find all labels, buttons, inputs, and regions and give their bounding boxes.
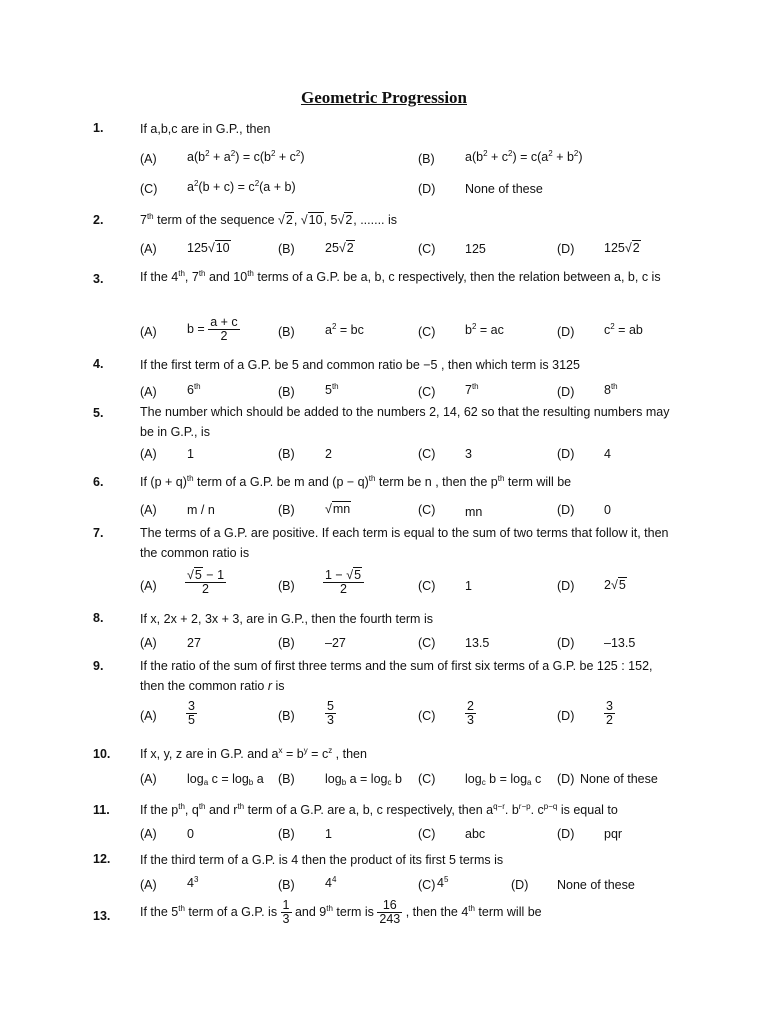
option-text: $a(b^2 + c^2) = c(a^2 + b^2)$: [465, 149, 583, 164]
option-text: 25√2: [325, 241, 354, 255]
option-label: (D): [557, 325, 575, 339]
question-number: 2.: [93, 213, 104, 227]
option-label: (A): [140, 385, 157, 399]
question-number: 1.: [93, 121, 104, 135]
option-text: mn: [465, 505, 483, 519]
option-text: $\log_c b = \log_a c$: [465, 772, 542, 787]
question-text: If the third term of a G.P. is 4 then the product of its first 5 terms is: [140, 853, 504, 867]
question-number: 11.: [93, 803, 110, 817]
question-number: 6.: [93, 475, 104, 489]
option-label: (C): [418, 385, 436, 399]
question-number: 8.: [93, 611, 104, 625]
option-text: 1: [465, 579, 472, 593]
option-text: 4: [604, 447, 611, 461]
option-text: 125√2: [604, 241, 640, 255]
option-text: $\frac{3}{5}$: [188, 699, 195, 727]
option-text: $c^2$ = ab: [604, 322, 643, 337]
option-text: 3: [465, 447, 472, 461]
question-number: 13.: [93, 909, 111, 923]
option-label: (D): [511, 878, 529, 892]
option-label: (B): [278, 242, 295, 256]
option-label: (B): [278, 325, 295, 339]
question-text: If the first term of a G.P. be 5 and common ratio be −5 , then which term is 3125: [140, 358, 580, 372]
option-text: $4^3$: [187, 875, 199, 890]
option-text: 1: [325, 827, 332, 841]
question-text: If x, 2x + 2, 3x + 3, are in G.P., then the fourth term is: [140, 612, 433, 626]
option-text: $\frac{√5 - 1}{2}$: [187, 568, 225, 596]
option-label: (A): [140, 447, 157, 461]
option-text: 2: [325, 447, 332, 461]
option-label: (B): [278, 709, 295, 723]
option-text: $\log_b a = \log_c b$: [325, 772, 402, 787]
option-text: None of these: [465, 182, 543, 196]
option-label: (A): [140, 242, 157, 256]
option-label: (D): [557, 772, 575, 786]
option-text: $a(b^2 + a^2) = c(b^2 + c^2)$: [187, 149, 305, 164]
option-text: –13.5: [604, 636, 636, 650]
option-label: (C): [418, 772, 436, 786]
option-text: pqr: [604, 827, 623, 841]
page-title: Geometric Progression: [300, 88, 467, 107]
option-label: (A): [140, 772, 157, 786]
option-label: (C): [418, 503, 436, 517]
option-text: $b^2$ = ac: [465, 322, 504, 337]
option-text: 125√10: [187, 241, 230, 255]
option-text: 0: [187, 827, 194, 841]
option-text: 5th: [325, 382, 339, 397]
option-text: $\frac{5}{3}$: [327, 699, 334, 727]
option-label: (B): [278, 503, 295, 517]
question-number: 7.: [93, 526, 104, 540]
option-text: abc: [465, 827, 486, 841]
question-text: If the 4th, 7th and 10th terms of a G.P. be a, b, c respectively, then the relation between a, b, c is: [140, 269, 661, 284]
option-text: $\frac{2}{3}$: [467, 699, 474, 727]
option-text: m / n: [187, 503, 215, 517]
option-text: $4^5$: [437, 875, 449, 890]
option-label: (C): [418, 709, 436, 723]
option-label: (D): [557, 242, 575, 256]
option-label: (D): [557, 503, 575, 517]
option-text: 0: [604, 503, 611, 517]
option-label: (C): [140, 182, 158, 196]
option-label: (D): [557, 636, 575, 650]
option-label: (A): [140, 878, 157, 892]
option-text: 1: [187, 447, 194, 461]
option-label: (D): [557, 385, 575, 399]
option-text: $\frac{3}{2}$: [606, 699, 613, 727]
option-label: (C): [418, 447, 436, 461]
option-label: (A): [140, 636, 157, 650]
option-label: (C): [418, 636, 436, 650]
option-text: 2√5: [604, 578, 626, 592]
option-text: $\frac{1 - √5}{2}$: [323, 569, 364, 596]
option-label: (D): [418, 182, 436, 196]
question-text: If a,b,c are in G.P., then: [140, 122, 271, 136]
option-text: None of these: [580, 772, 658, 786]
question-text: If the 5th term of a G.P. is $\frac{1}{3}$ and 9th term is $\frac{16}{243}$ , then the 4th term will be: [140, 898, 542, 926]
option-label: (B): [278, 878, 295, 892]
option-label: (A): [140, 325, 157, 339]
question-text: If $(p + q)^{th}$ term of a G.P. be m and $(p - q)^{th}$ term be n , then the $p^{th}$ term will be: [140, 474, 572, 489]
option-label: (C): [418, 878, 436, 892]
option-text: b = $\frac{a + c}{2}$: [187, 315, 238, 343]
question-text: 7th term of the sequence √2, √10, 5√2, ....... is: [140, 212, 398, 227]
option-text: 7th: [465, 382, 479, 397]
option-text: 125: [465, 242, 486, 256]
question-text: The number which should be added to the numbers 2, 14, 62 so that the resulting numbers may be in G.P., is: [140, 405, 670, 439]
option-label: (D): [557, 827, 575, 841]
option-label: (B): [418, 152, 435, 166]
option-label: (C): [418, 827, 436, 841]
option-label: (B): [278, 827, 295, 841]
question-text: If x, y, z are in G.P. and $a^x = b^y = c^z$ , then: [140, 746, 367, 761]
option-text: $a^2(b + c) = c^2(a + b)$: [187, 179, 296, 194]
question-number: 10.: [93, 747, 111, 761]
option-label: (A): [140, 827, 157, 841]
option-label: (A): [140, 709, 157, 723]
option-text: $\log_a c = \log_b a$: [187, 772, 264, 787]
option-text: 27: [187, 636, 201, 650]
option-label: (A): [140, 579, 157, 593]
question-number: 3.: [93, 272, 104, 286]
option-text: 8th: [604, 382, 618, 397]
option-label: (D): [557, 709, 575, 723]
option-label: (C): [418, 242, 436, 256]
question-number: 5.: [93, 406, 104, 420]
question-number: 4.: [93, 357, 104, 371]
question-number: 9.: [93, 659, 104, 673]
option-label: (C): [418, 579, 436, 593]
question-text: If the $p^{th}$, $q^{th}$ and $r^{th}$ term of a G.P. are a, b, c respectively, then $a^{q-r}$. $b^{r-p}$. $c^{p-q}$ is equal to: [140, 802, 618, 817]
option-text: –27: [325, 636, 346, 650]
option-text: $a^2$ = bc: [325, 322, 364, 337]
option-text: √mn: [325, 502, 351, 516]
option-text: None of these: [557, 878, 635, 892]
option-label: (A): [140, 152, 157, 166]
option-label: (B): [278, 772, 295, 786]
question-text: If the ratio of the sum of first three terms and the sum of first six terms of a G.P. be 125 : 152, then the common ratio r is: [140, 659, 653, 693]
option-label: (D): [557, 579, 575, 593]
option-label: (D): [557, 447, 575, 461]
question-number: 12.: [93, 852, 111, 866]
option-label: (B): [278, 385, 295, 399]
option-label: (B): [278, 579, 295, 593]
option-label: (C): [418, 325, 436, 339]
option-label: (A): [140, 503, 157, 517]
option-label: (B): [278, 636, 295, 650]
option-text: 13.5: [465, 636, 490, 650]
option-text: 6th: [187, 382, 201, 397]
option-label: (B): [278, 447, 295, 461]
question-text: The terms of a G.P. are positive. If each term is equal to the sum of two terms that follow it, then the common ratio is: [140, 526, 669, 560]
option-text: $4^4$: [325, 875, 337, 890]
